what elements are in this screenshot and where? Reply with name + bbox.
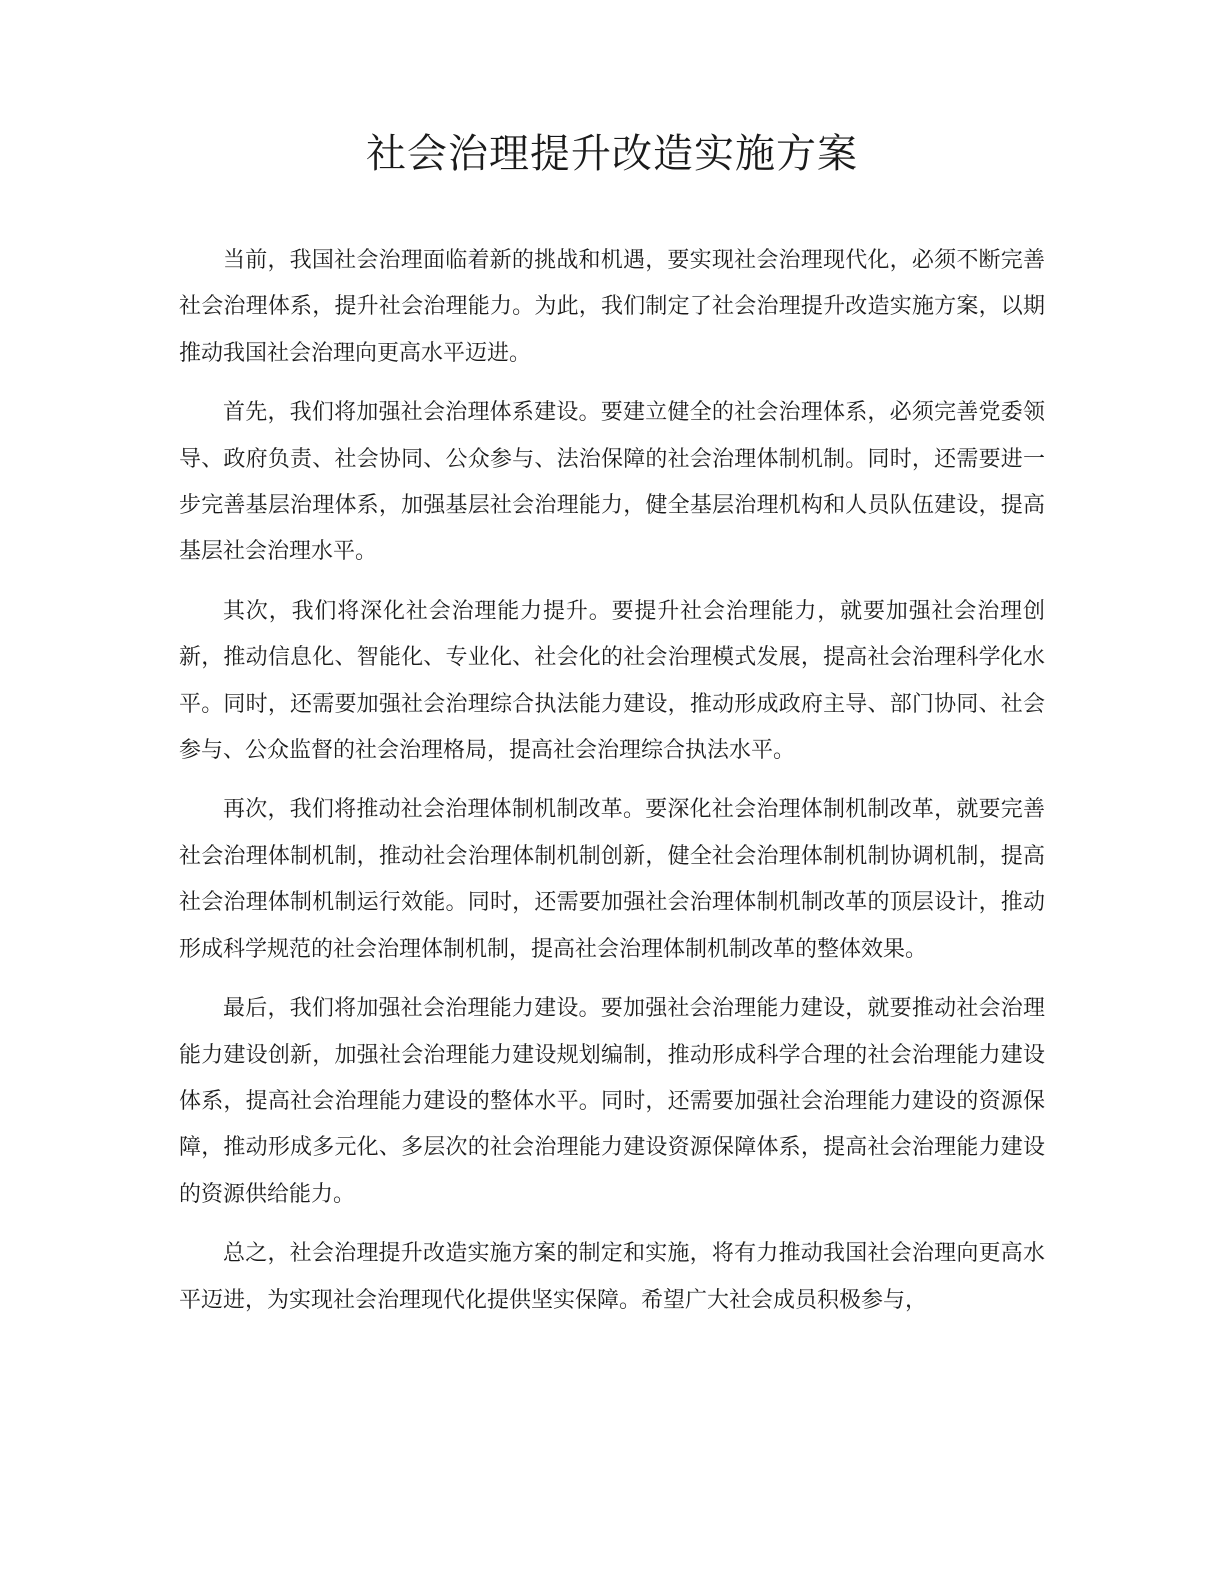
- paragraph-second: 其次，我们将深化社会治理能力提升。要提升社会治理能力，就要加强社会治理创新，推动信息化、智能化、专业化、社会化的社会治理模式发展，提高社会治理科学化水平。同时，还需要加强社会治理综合执法能力建设，推动形成政府主导、部门协同、社会参与、公众监督的社会治理格局，提高社会治理综合执法水平。: [179, 598, 1045, 764]
- paragraph-third: 再次，我们将推动社会治理体制机制改革。要深化社会治理体制机制改革，就要完善社会治理体制机制，推动社会治理体制机制创新，健全社会治理体制机制协调机制，提高社会治理体制机制运行效能。同时，还需要加强社会治理体制机制改革的顶层设计，推动形成科学规范的社会治理体制机制，提高社会治理体制机制改革的整体效果。: [179, 797, 1045, 962]
- paragraph-first: 首先，我们将加强社会治理体系建设。要建立健全的社会治理体系，必须完善党委领导、政府负责、社会协同、公众参与、法治保障的社会治理体制机制。同时，还需要进一步完善基层治理体系，加强基层社会治理能力，健全基层治理机构和人员队伍建设，提高基层社会治理水平。: [179, 400, 1045, 565]
- paragraph-last: 最后，我们将加强社会治理能力建设。要加强社会治理能力建设，就要推动社会治理能力建设创新，加强社会治理能力建设规划编制，推动形成科学合理的社会治理能力建设体系，提高社会治理能力建设的整体水平。同时，还需要加强社会治理能力建设的资源保障，推动形成多元化、多层次的社会治理能力建设资源保障体系，提高社会治理能力建设的资源供给能力。: [179, 996, 1045, 1207]
- document-body: [179, 238, 1045, 1337]
- paragraph-intro: 当前，我国社会治理面临着新的挑战和机遇，要实现社会治理现代化，必须不断完善社会治理体系，提升社会治理能力。为此，我们制定了社会治理提升改造实施方案，以期推动我国社会治理向更高水平迈进。: [179, 248, 1045, 366]
- paragraph-conclusion: 总之，社会治理提升改造实施方案的制定和实施，将有力推动我国社会治理向更高水平迈进，为实现社会治理现代化提供坚实保障。希望广大社会成员积极参与，: [179, 1241, 1045, 1313]
- document-title: 社会治理提升改造实施方案: [366, 131, 858, 177]
